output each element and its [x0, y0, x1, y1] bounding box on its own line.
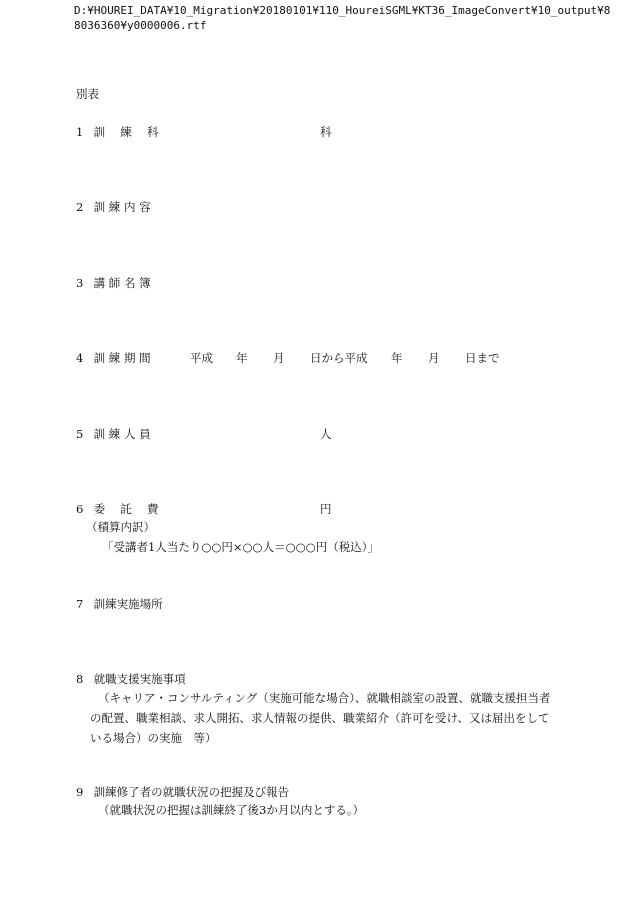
item-label: 訓 練 期 間 [93, 351, 151, 365]
cost-formula: 「受講者1人当たり○○円×○○人＝○○○円（税込）」 [102, 540, 379, 554]
item-number: 6 [76, 502, 84, 516]
item-training-course [76, 124, 164, 140]
period-month-start: 月 [273, 351, 285, 365]
item-value-unit: 円 [320, 502, 332, 516]
item-number: 5 [76, 427, 84, 441]
item-job-support [76, 671, 186, 687]
item-label: 就職支援実施事項 [93, 672, 186, 686]
document-title: 別表 [76, 87, 99, 101]
period-day-until: 日まで [465, 351, 500, 365]
item-number: 2 [76, 200, 84, 214]
item-label: 講 師 名 簿 [93, 276, 151, 290]
item-training-period [76, 350, 151, 366]
period-day-from: 日から平成 [310, 351, 368, 365]
file-path-header: D:¥HOUREI_DATA¥10_Migration¥20180101¥110_HoureiSGML¥KT36_ImageConvert¥10_output¥88036360¥y0000006.rtf [74, 4, 611, 32]
item-trainee-count [76, 426, 151, 442]
item-training-location [76, 596, 163, 612]
item-label: 訓 練 内 容 [93, 200, 151, 214]
item-label: 訓 練 人 員 [93, 427, 151, 441]
item-instructor-list [76, 275, 151, 291]
item-number: 4 [76, 351, 84, 365]
item-number: 3 [76, 276, 84, 290]
item-label: 訓練実施場所 [93, 597, 163, 611]
item-label: 委 託 費 [93, 502, 165, 516]
item-training-content [76, 199, 151, 215]
period-year-end: 年 [391, 351, 403, 365]
period-era-start: 平成 [190, 351, 213, 365]
item-label: 訓練修了者の就職状況の把握及び報告 [93, 785, 290, 799]
item-label: 訓 練 科 [93, 125, 165, 139]
item-number: 8 [76, 672, 84, 686]
item-employment-report [76, 784, 289, 800]
item-value-unit: 科 [320, 125, 332, 139]
item-number: 9 [76, 785, 84, 799]
job-support-detail: （キャリア・コンサルティング（実施可能な場合）、就職相談室の設置、就職支援担当者の配置、職業相談、求人開拓、求人情報の提供、職業紹介（許可を受け、又は届出をしている場合）の実施 等） [90, 691, 551, 745]
period-year-start: 年 [236, 351, 248, 365]
item-number: 1 [76, 125, 84, 139]
cost-breakdown-note: （積算内訳） [86, 520, 155, 534]
item-value-unit: 人 [320, 427, 332, 441]
item-number: 7 [76, 597, 84, 611]
employment-report-detail: （就職状況の把握は訓練終了後3か月以内とする。） [98, 803, 365, 817]
item-commission-fee [76, 501, 164, 517]
period-month-end: 月 [428, 351, 440, 365]
